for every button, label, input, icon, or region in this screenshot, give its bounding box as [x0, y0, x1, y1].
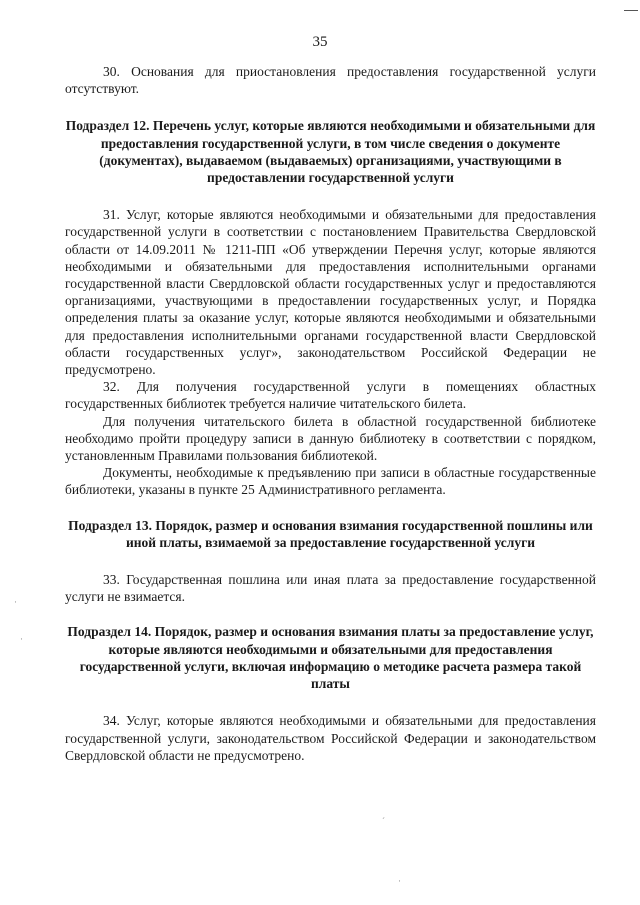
paragraph-31: 31. Услуг, которые являются необходимыми и обязательными для предоставления государственной услуги в соответствии с постановлением Правительства Свердловской области от 14.09.2011 № 1211-ПП «Об утверждении Перечня услуг, которые являются необходимыми и обязательными для предоставления исполнительными органами государственной власти Свердловской области государственных услуг и предоставляются организациями, участвующими в предоставлении государственных услуг, и Порядка определения платы за оказание услуг, которые являются необходимыми и обязательными для предоставления исполнительными органами государственной власти Свердловской области государственных услуг», законодательством Российской Федерации не предусмотрено. [65, 207, 596, 378]
paragraph-32: 32. Для получения государственной услуги в помещениях областных государственных библиотек требуется наличие читательского билета. [65, 379, 596, 412]
scan-speck: ˊ [382, 816, 385, 826]
subsection-14-heading: Подраздел 14. Порядок, размер и основания взимания платы за предоставление услуг, которые являются необходимыми и обязательными для предоставления государственной услуги, включая информацию о методике расчета размера такой платы [67, 624, 594, 692]
scan-speck: · [14, 597, 17, 607]
scan-speck: · [398, 876, 401, 886]
paragraph-32-documents: Документы, необходимые к предъявлению при записи в областные государственные библиотеки, указаны в пункте 25 Административного регламента. [65, 465, 596, 498]
subsection-12-heading: Подраздел 12. Перечень услуг, которые являются необходимыми и обязательными для предоставления государственной услуги, в том числе сведения о документе (документах), выдаваемом (выдаваемых) организациями, участвующими в предоставлении государственной услуги [65, 118, 596, 186]
paragraph-32-library-card: Для получения читательского билета в областной государственной библиотеке необходимо пройти процедуру записи в данную библиотеку в соответствии с порядком, установленным Правилами пользования библиотекой. [65, 413, 596, 464]
page-content [65, 63, 596, 764]
scan-speck: · [20, 634, 23, 644]
paragraph-34: 34. Услуг, которые являются необходимыми и обязательными для предоставления государственной услуги, законодательством Российской Федерации и законодательством Свердловской области не предусмотрено. [65, 713, 596, 763]
paragraph-30: 30. Основания для приостановления предоставления государственной услуги отсутствуют. [65, 64, 596, 97]
page-number: 35 [312, 34, 328, 50]
paragraph-33: 33. Государственная пошлина или иная плата за предоставление государственной услуги не взимается. [65, 572, 596, 605]
subsection-13-heading: Подраздел 13. Порядок, размер и основания взимания государственной пошлины или иной платы, взимаемой за предоставление государственной услуги [68, 517, 593, 550]
corner-mark [624, 10, 638, 11]
